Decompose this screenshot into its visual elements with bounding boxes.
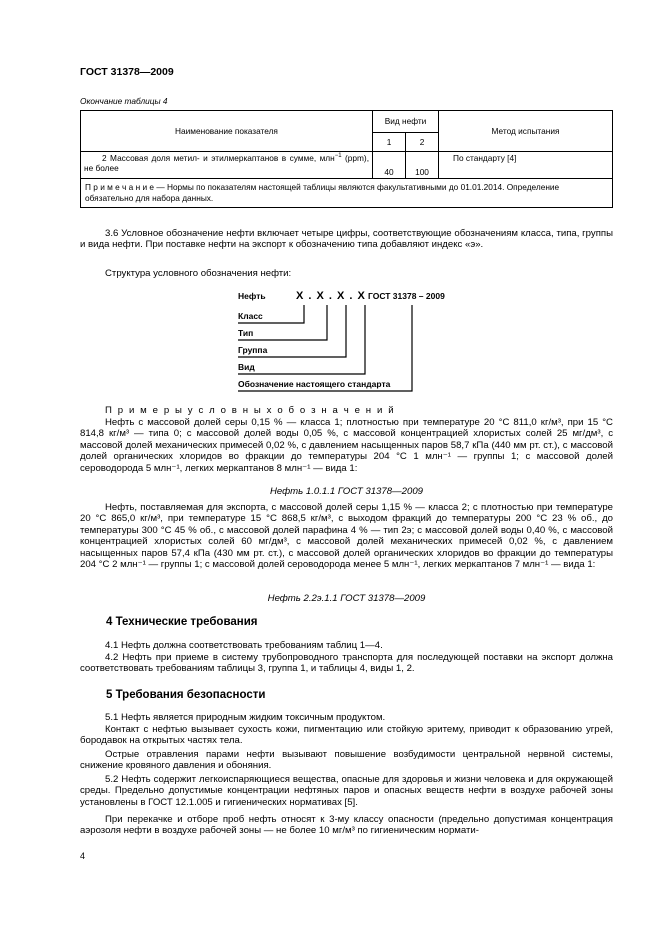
indicator-table — [80, 110, 613, 208]
paragraph-3-6: 3.6 Условное обозначение нефти включает четыре цифры, соответствующие обозначениям класса, типа, группы и вида нефти. При поставке нефти на экспорт к обозначению типа добавляют индекс «э». — [80, 228, 613, 251]
paragraph-5-1: 5.1 Нефть является природным жидким токсичным продуктом. — [105, 712, 386, 723]
paragraph-5-1-c: Острые отравления парами нефти вызывают повышение возбудимости центральной нервной системы, снижение кровяного давления и обоняния. — [80, 749, 613, 772]
col-header-test-method: Метод испытания — [439, 111, 613, 152]
col-header-type-2: 2 — [406, 132, 439, 151]
col-header-name: Наименование показателя — [81, 111, 373, 152]
col-header-oil-type: Вид нефти — [373, 111, 439, 133]
example-2: Нефть, поставляемая для экспорта, с массовой долей серы 1,15 % — класса 2; с плотностью при температуре 20 °С 865,0 кг/м³, при температуре 15 °С 868,5 кг/м³, с выходом фракций до температуры 200 °С 23 % об., до температуры 300 °С 45 % об., с массовой долей парафина 4 % — тип 2э; с массовой долей воды 0,40 %, с массовой концентрацией хлористых солей 60 мг/дм³, с массовой долей механических примесей 0,02 %, с давлением насыщенных паров 57,4 кПа (430 мм рт. ст.), с массовой долей органических хлоридов во фракции до температуры 204 °С 2 млн⁻¹ — группы 1; с массовой долей сероводорода менее 5 млн⁻¹, легких меркаптанов 7 млн⁻¹ — вида 1: — [80, 502, 613, 571]
example-1: Нефть с массовой долей серы 0,15 % — класса 1; плотностью при температуре 20 °С 811,0 кг/м³, при 15 °С 814,8 кг/м³ — типа 0; с массовой долей воды 0,05 %, с массовой концентрацией хлористых солей 25 мг/дм³, с массовой долей механических примесей 0,02 %, с давлением насыщенных паров 58,7 кПа (440 мм рт. ст.), с массовой долей органических хлоридов во фракции до температуры 204 °С 1 млн⁻¹ — группы 1; с массовой долей сероводорода 5 млн⁻¹, легких меркаптанов 8 млн⁻¹ — вида 1: — [80, 417, 613, 474]
scheme-label-standard: Обозначение настоящего стандарта — [238, 379, 391, 389]
example-1-code: Нефть 1.0.1.1 ГОСТ 31378—2009 — [270, 486, 423, 497]
paragraph-5-2: 5.2 Нефть содержит легкоиспаряющиеся вещества, опасные для здоровья и жизни человека и для окружающей среды. Предельно допустимые концентрации нефтяных паров и опасных веществ нефти в воздухе рабочей зоны установлены в ГОСТ 12.1.005 и гигиенических нормативах [5]. — [80, 774, 613, 808]
paragraph-4-1: 4.1 Нефть должна соответствовать требованиям таблиц 1—4. — [105, 640, 383, 651]
table-cell-type-2: 100 — [406, 152, 439, 179]
scheme-gost: ГОСТ 31378 – 2009 — [368, 291, 445, 301]
scheme-label-neft: Нефть — [238, 291, 266, 301]
table-row-indicator: 2 Массовая доля метил- и этилмеркаптанов в сумме, млн$^{-1}$ (ppm), не более — [81, 152, 373, 179]
scheme-label-class: Класс — [238, 311, 263, 321]
scheme-code: X . X . X . X — [296, 290, 366, 302]
examples-title: П р и м е р ы у с л о в н ы х о б о з н а ч е н и й — [105, 405, 396, 416]
paragraph-5-2-b: При перекачке и отборе проб нефть относят к 3-му классу опасности (предельно допустимая концентрация аэрозоля нефти в воздухе рабочей зоны — не более 10 мг/м³ по гигиеническим нормати- — [80, 814, 613, 837]
table-cell-type-1: 40 — [373, 152, 406, 179]
scheme-label-kind: Вид — [238, 362, 255, 372]
col-header-type-1: 1 — [373, 132, 406, 151]
designation-scheme — [236, 289, 476, 401]
paragraph-5-1-b: Контакт с нефтью вызывает сухость кожи, пигментацию или стойкую эритему, приводит к образованию угрей, бородавок на открытых частях тела. — [80, 724, 613, 747]
section-4-heading: 4 Технические требования — [106, 616, 258, 628]
scheme-label-group: Группа — [238, 345, 268, 355]
table-note: П р и м е ч а н и е — Нормы по показателям настоящей таблицы являются факультативными до 01.01.2014. Определение обязательно для набора данных. — [81, 179, 613, 208]
example-2-code: Нефть 2.2э.1.1 ГОСТ 31378—2009 — [267, 593, 426, 604]
table-caption: Окончание таблицы 4 — [80, 96, 168, 106]
page-number: 4 — [80, 851, 86, 861]
section-5-heading: 5 Требования безопасности — [106, 689, 266, 701]
paragraph-4-2: 4.2 Нефть при приеме в систему трубопроводного транспорта для последующей поставки на экспорт должна соответствовать требованиям таблицы 3, группа 1, и таблицы 4, виды 1, 2. — [80, 652, 613, 675]
table-cell-method: По стандарту [4] — [439, 152, 613, 179]
structure-intro: Структура условного обозначения нефти: — [105, 268, 292, 279]
scheme-label-type: Тип — [238, 328, 254, 338]
document-code-header: ГОСТ 31378—2009 — [80, 66, 174, 78]
